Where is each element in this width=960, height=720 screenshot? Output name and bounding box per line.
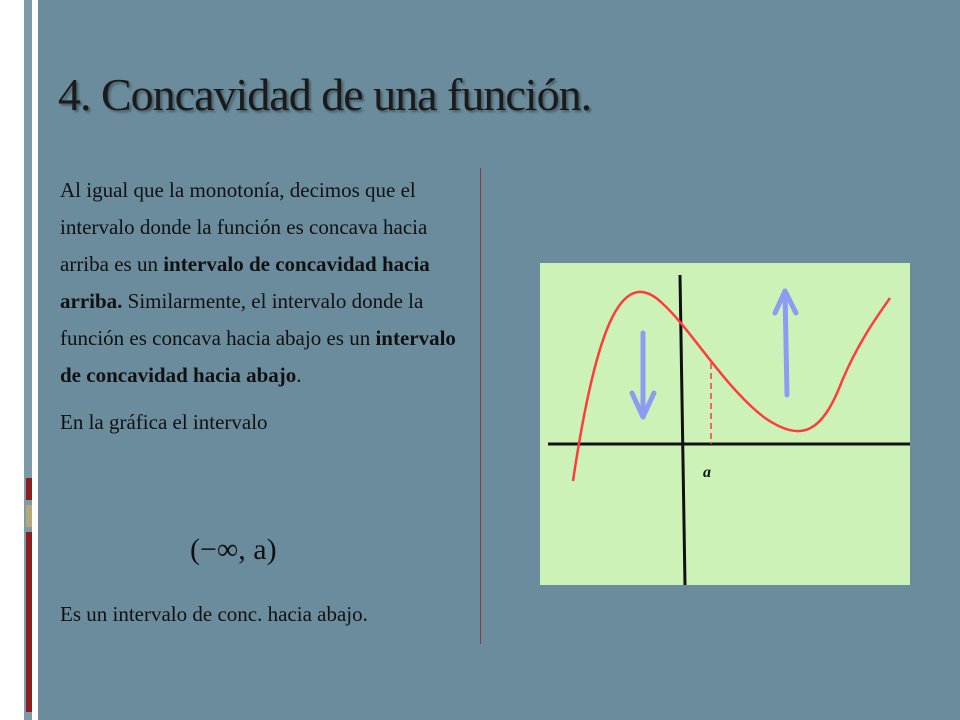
accent-bar-brown xyxy=(26,532,32,712)
accent-square-tan xyxy=(26,505,32,527)
vertical-divider xyxy=(480,168,481,644)
text-end: . xyxy=(296,363,302,387)
down-arrow-icon xyxy=(632,333,654,417)
graph-svg xyxy=(540,263,910,585)
interval-formula: (−∞, a) xyxy=(190,533,277,566)
bold-upward-interval: intervalo de concavidad hacia arriba. xyxy=(60,252,430,313)
text-part1: Al igual que la monotonía, decimos que el intervalo donde la función es concava hacia arriba es un xyxy=(60,178,428,276)
function-graph xyxy=(540,263,910,585)
bold-downward-interval: intervalo de concavidad hacia abajo xyxy=(60,326,456,387)
left-margin-strip xyxy=(0,0,38,720)
slide-title: 4. Concavidad de una función. xyxy=(58,69,592,120)
up-arrow-icon xyxy=(775,291,796,395)
accent-square-brown xyxy=(26,478,32,500)
function-curve xyxy=(573,292,890,481)
text-part2: Similarmente, el intervalo donde la función es concava hacia abajo es un xyxy=(60,289,424,350)
body-text xyxy=(60,172,470,441)
paragraph-interval: En la gráfica el intervalo xyxy=(60,410,268,434)
paragraph-conclusion: Es un intervalo de conc. hacia abajo. xyxy=(60,602,368,626)
paragraph-concavity xyxy=(60,172,470,394)
point-label-a: a xyxy=(703,464,711,481)
